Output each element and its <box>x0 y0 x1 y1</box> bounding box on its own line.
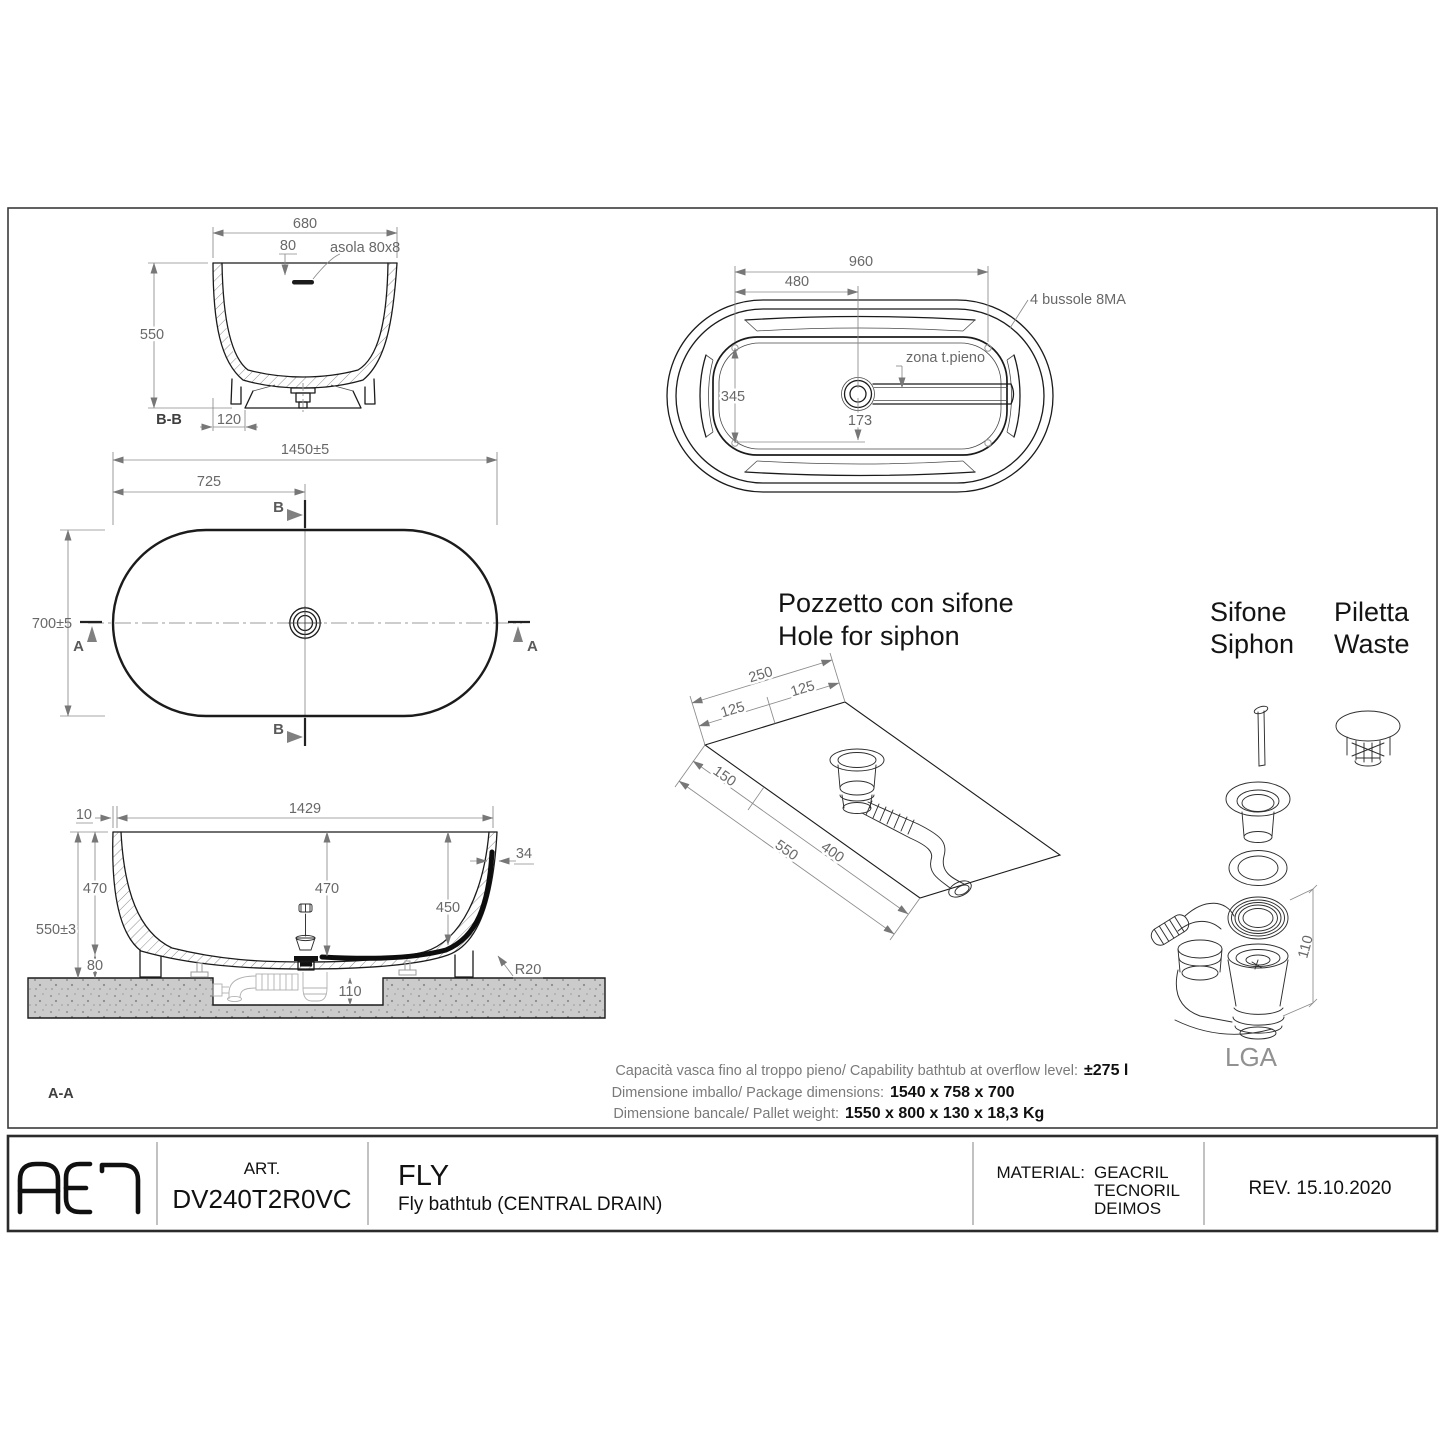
note-capacity-label: Capacità vasca fino al troppo pieno/ Capability bathtub at overflow level: <box>615 1063 1078 1079</box>
dim-110-siphon: 110 <box>1295 933 1317 961</box>
siphon-title-it: Sifone <box>1210 597 1287 627</box>
section-aa-view <box>28 801 605 1102</box>
product-name: FLY <box>398 1160 450 1192</box>
dim-550-3: 550±3 <box>35 922 77 938</box>
dim-250: 250 <box>746 663 775 687</box>
pozzetto-title-en: Hole for siphon <box>778 621 960 651</box>
siphon-title-en: Siphon <box>1210 629 1295 659</box>
plan-view <box>32 442 538 746</box>
plug-rod <box>1253 705 1268 766</box>
dim-550-pozzetto: 550 <box>771 837 801 865</box>
section-marker-a-left: A <box>73 638 84 655</box>
dim-34: 34 <box>515 846 533 862</box>
pozzetto-view <box>675 588 1060 940</box>
dim-400: 400 <box>817 839 847 867</box>
material-3: DEIMOS <box>1094 1199 1162 1218</box>
note-pallet-value: 1550 x 800 x 130 x 18,3 Kg <box>845 1105 1045 1122</box>
waste-detail <box>1334 597 1410 766</box>
dim-150: 150 <box>709 763 739 791</box>
siphon-funnel <box>1226 782 1290 843</box>
overflow-slot <box>292 280 314 285</box>
note-zona-tpieno: zona t.pieno <box>906 350 986 366</box>
bussola-insert <box>985 345 991 351</box>
section-label-aa: A-A <box>48 1086 74 1102</box>
waste-title-en: Waste <box>1334 629 1410 659</box>
art-label: ART. <box>243 1159 281 1178</box>
dim-10: 10 <box>75 807 92 823</box>
dim-550: 550 <box>139 327 165 343</box>
art-code: DV240T2R0VC <box>172 1184 352 1214</box>
waste-title-it: Piletta <box>1334 597 1410 627</box>
note-capacity-value: ±275 l <box>1084 1062 1129 1079</box>
dim-480: 480 <box>784 274 810 290</box>
notes-block <box>612 1062 1129 1122</box>
dim-450: 450 <box>435 900 461 916</box>
note-package-value: 1540 x 758 x 700 <box>890 1084 1015 1101</box>
dim-470-center: 470 <box>314 881 340 897</box>
dim-173: 173 <box>847 413 873 429</box>
note-asola: asola 80x8 <box>330 240 401 256</box>
dim-110-recess: 110 <box>338 984 362 1000</box>
dim-r20: R20 <box>514 962 542 978</box>
drain-fitting <box>294 956 318 961</box>
note-package-label: Dimensione imballo/ Package dimensions: <box>611 1085 884 1101</box>
recessed-siphon <box>213 972 327 1002</box>
dim-120: 120 <box>216 412 242 428</box>
dim-1450: 1450±5 <box>280 442 330 458</box>
dim-125-b: 125 <box>788 677 817 701</box>
section-label-bb: B-B <box>156 412 182 428</box>
material-label: MATERIAL: <box>996 1163 1085 1182</box>
bussola-insert <box>985 440 991 446</box>
dim-725: 725 <box>196 474 222 490</box>
dim-345: 345 <box>720 389 746 405</box>
dim-125-a: 125 <box>718 698 747 722</box>
section-marker-a-right: A <box>527 638 538 655</box>
material-1: GEACRIL <box>1094 1163 1169 1182</box>
dim-80-plinth: 80 <box>86 958 104 974</box>
dim-470-left: 470 <box>82 881 108 897</box>
siphon-ring <box>1229 851 1287 886</box>
revision-date: REV. 15.10.2020 <box>1248 1178 1392 1199</box>
section-marker-b-top: B <box>273 499 284 516</box>
pozzetto-title-it: Pozzetto con sifone <box>778 588 1014 618</box>
note-bussole: 4 bussole 8MA <box>1030 292 1126 308</box>
dim-680: 680 <box>292 216 318 232</box>
siphon-body <box>1148 903 1288 1039</box>
dim-960: 960 <box>848 254 874 270</box>
floor-slab <box>28 978 605 1018</box>
material-2: TECNORIL <box>1094 1181 1180 1200</box>
pozzetto-siphon <box>830 749 974 900</box>
siphon-brand: LGA <box>1224 1042 1278 1072</box>
bottom-view <box>667 254 1126 492</box>
exploded-plug <box>296 904 315 950</box>
waste-cap <box>1336 711 1400 766</box>
dim-1429: 1429 <box>288 801 322 817</box>
siphon-detail <box>1148 597 1317 1072</box>
section-bb-view <box>140 216 400 431</box>
note-pallet-label: Dimensione bancale/ Pallet weight: <box>613 1106 839 1122</box>
dim-80-offset: 80 <box>279 238 297 254</box>
recess-pocket <box>705 702 1060 898</box>
title-block <box>8 1136 1437 1231</box>
siphon-gasket <box>1228 897 1288 939</box>
product-description: Fly bathtub (CENTRAL DRAIN) <box>398 1194 663 1215</box>
dim-700: 700±5 <box>31 616 73 632</box>
section-marker-b-bottom: B <box>273 721 284 738</box>
